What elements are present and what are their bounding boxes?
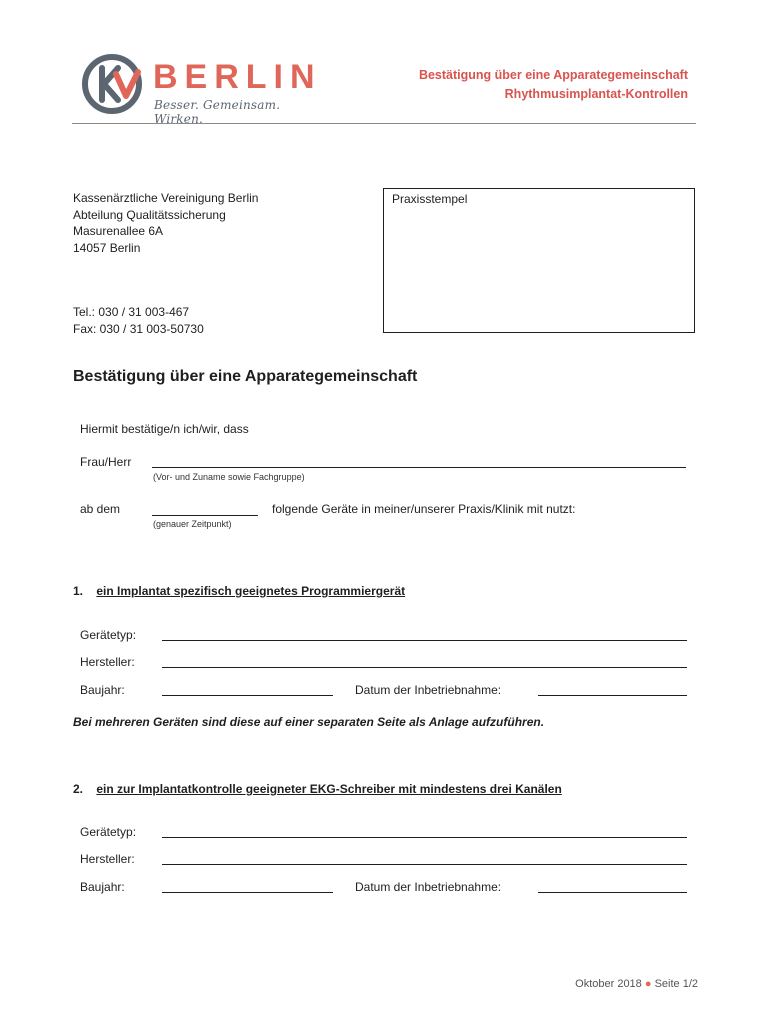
kv-berlin-logo	[78, 50, 322, 126]
confirmation-text: Hiermit bestätige/n ich/wir, dass	[80, 422, 249, 436]
contact-info	[73, 304, 204, 337]
section2-title: ein zur Implantatkontrolle geeigneter EKG-Schreiber mit mindestens drei Kanälen	[96, 782, 562, 796]
frau-herr-label: Frau/Herr	[80, 455, 132, 469]
section1-heading	[73, 584, 405, 598]
footer-date: Oktober 2018	[575, 978, 642, 990]
name-field[interactable]	[152, 467, 686, 468]
practice-stamp-label: Praxisstempel	[392, 192, 468, 206]
s1-hersteller-label: Hersteller:	[80, 655, 135, 669]
address-line: Abteilung Qualitätssicherung	[73, 207, 226, 222]
date-field[interactable]	[152, 515, 258, 516]
s2-baujahr-field[interactable]	[162, 892, 333, 893]
logo-tagline: Besser. Gemeinsam. Wirken.	[154, 98, 281, 126]
ab-dem-label: ab dem	[80, 502, 121, 516]
header-title-line2: Rhythmusimplantat-Kontrollen	[504, 87, 688, 101]
page-footer	[575, 978, 698, 990]
s2-geraetetyp-label: Gerätetyp:	[80, 825, 137, 839]
kv-logo-icon	[78, 50, 148, 120]
address-line: Masurenallee 6A	[73, 224, 164, 238]
header-title-line1: Bestätigung über eine Apparategemeinschaft	[418, 68, 688, 82]
s2-inbetrieb-field[interactable]	[538, 892, 687, 893]
logo-wordmark: BERLIN	[153, 58, 322, 96]
section1-title: ein Implantat spezifisch geeignetes Programmiergerät	[96, 584, 406, 598]
bullet-dot-icon: ●	[644, 978, 652, 990]
phone-number: Tel.: 030 / 31 003-467	[73, 305, 190, 319]
header-divider	[72, 123, 696, 124]
practice-stamp-box[interactable]	[383, 188, 695, 333]
s1-geraetetyp-label: Gerätetyp:	[80, 628, 137, 642]
recipient-address	[73, 190, 258, 256]
name-field-hint: (Vor- und Zuname sowie Fachgruppe)	[153, 472, 305, 482]
s2-baujahr-label: Baujahr:	[80, 880, 125, 894]
s1-inbetrieb-field[interactable]	[538, 695, 687, 696]
s1-baujahr-field[interactable]	[162, 695, 333, 696]
footer-page-number: Seite 1/2	[654, 978, 698, 990]
s2-hersteller-label: Hersteller:	[80, 852, 135, 866]
section2-heading	[73, 782, 562, 796]
fax-number: Fax: 030 / 31 003-50730	[73, 321, 204, 336]
devices-intro-text: folgende Geräte in meiner/unserer Praxis/Klinik mit nutzt:	[272, 502, 576, 516]
document-header-title	[419, 66, 688, 104]
date-field-hint: (genauer Zeitpunkt)	[153, 519, 232, 529]
multiple-devices-note: Bei mehreren Geräten sind diese auf einer separaten Seite als Anlage aufzuführen.	[73, 715, 545, 729]
s1-baujahr-label: Baujahr:	[80, 683, 125, 697]
s1-inbetrieb-label: Datum der Inbetriebnahme:	[355, 683, 502, 697]
section2-number: 2.	[73, 782, 84, 796]
address-line: Kassenärztliche Vereinigung Berlin	[73, 191, 259, 205]
s2-geraetetyp-field[interactable]	[162, 837, 687, 838]
s2-inbetrieb-label: Datum der Inbetriebnahme:	[355, 880, 502, 894]
s1-geraetetyp-field[interactable]	[162, 640, 687, 641]
s1-hersteller-field[interactable]	[162, 667, 687, 668]
page-title: Bestätigung über eine Apparategemeinschaft	[73, 368, 418, 385]
section1-number: 1.	[73, 584, 84, 598]
s2-hersteller-field[interactable]	[162, 864, 687, 865]
address-line: 14057 Berlin	[73, 240, 141, 255]
